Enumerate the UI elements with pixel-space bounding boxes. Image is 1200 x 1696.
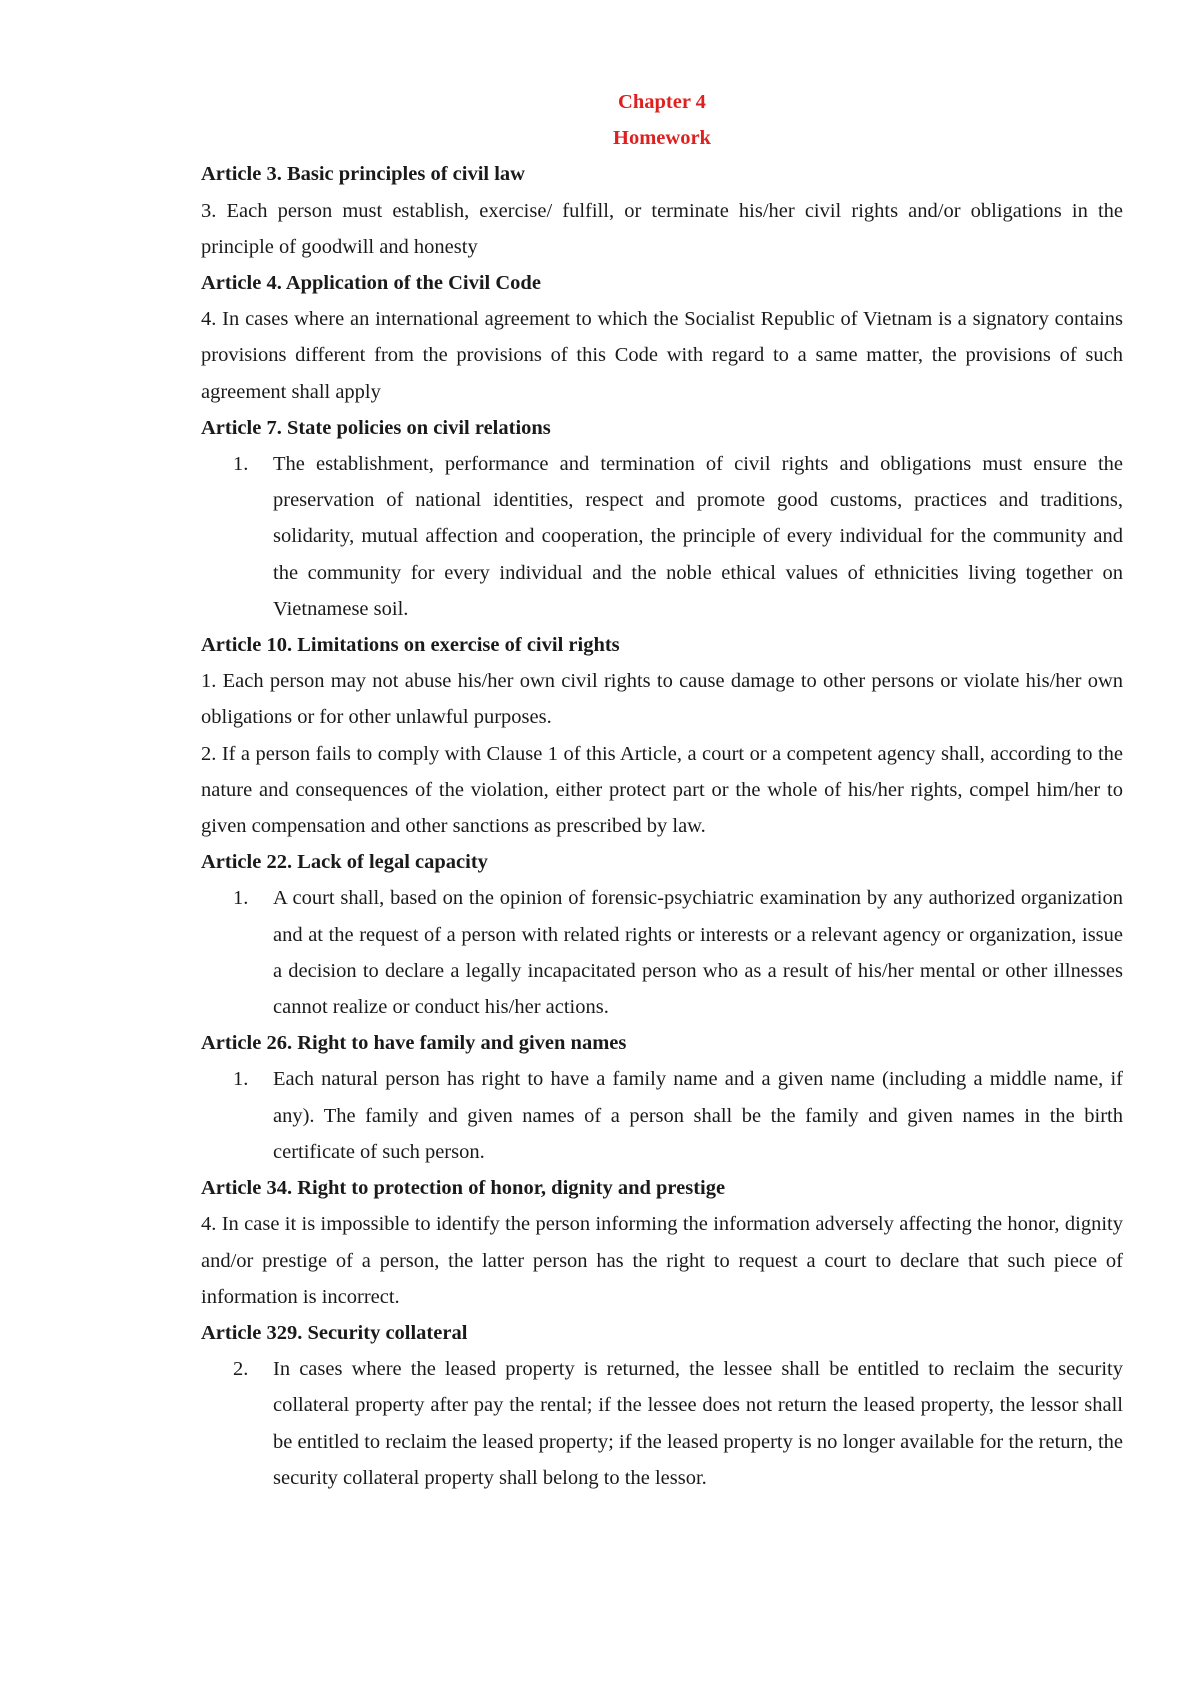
list-item-text: The establishment, performance and termination of civil rights and obligations must ensure the preservation of national identities, respect and promote good customs, practices and traditions, solidarity, mutual affection and cooperation, the principle of every individual for the community and the community for every individual and the noble ethical values of ethnicities living together on Vietnamese soil. <box>273 453 1123 620</box>
list-item-text: In cases where the leased property is returned, the lessee shall be entitled to reclaim the security collateral property after pay the rental; if the lessee does not return the leased property, the lessor shall be entitled to reclaim the leased property; if the leased property is no longer available for the return, the security collateral property shall belong to the lessor. <box>273 1358 1123 1489</box>
article-paragraph: 2. If a person fails to comply with Clause 1 of this Article, a court or a competent agency shall, according to the nature and consequences of the violation, either protect part or the whole of his/her rights, compel him/her to given compensation and other sanctions as prescribed by law. <box>201 742 1123 838</box>
list-number: 1. <box>233 887 249 910</box>
list-number: 2. <box>233 1358 249 1381</box>
chapter-heading: Chapter 4 <box>618 91 706 113</box>
article-title: Article 7. State policies on civil relations <box>201 416 551 439</box>
article-title: Article 3. Basic principles of civil law <box>201 163 525 186</box>
article-paragraph: 1. Each person may not abuse his/her own civil rights to cause damage to other persons or violate his/her own obligations or for other unlawful purposes. <box>201 670 1123 729</box>
list-number: 1. <box>233 453 249 476</box>
article-title: Article 34. Right to protection of honor, dignity and prestige <box>201 1177 726 1200</box>
numbered-list-item <box>201 446 1123 627</box>
article-title: Article 329. Security collateral <box>201 1321 468 1344</box>
article-paragraph: 4. In cases where an international agreement to which the Socialist Republic of Vietnam is a signatory contains provisions different from the provisions of this Code with regard to a same matter, the provisions of such agreement shall apply <box>201 308 1123 403</box>
article-title: Article 26. Right to have family and given names <box>201 1032 627 1055</box>
numbered-list-item <box>201 880 1123 1025</box>
list-number: 1. <box>233 1068 249 1091</box>
list-item-text: A court shall, based on the opinion of forensic-psychiatric examination by any authorized organization and at the request of a person with related rights or interests or a relevant agency or organization, issue a decision to declare a legally incapacitated person who as a result of his/her mental or other illnesses cannot realize or conduct his/her actions. <box>273 887 1123 1019</box>
list-item-text: Each natural person has right to have a family name and a given name (including a middle name, if any). The family and given names of a person shall be the family and given names in the birth certificate of such person. <box>273 1068 1123 1163</box>
document-body <box>201 84 1123 1496</box>
numbered-list-item <box>201 1061 1123 1170</box>
article-title: Article 4. Application of the Civil Code <box>201 272 541 295</box>
homework-heading: Homework <box>613 127 711 150</box>
article-title: Article 10. Limitations on exercise of civil rights <box>201 634 620 657</box>
article-paragraph: 4. In case it is impossible to identify the person informing the information adversely affecting the honor, dignity and/or prestige of a person, the latter person has the right to request a court to declare that such piece of information is incorrect. <box>201 1213 1123 1308</box>
article-paragraph: 3. Each person must establish, exercise/ fulfill, or terminate his/her civil rights and/or obligations in the principle of goodwill and honesty <box>201 199 1123 258</box>
numbered-list-item <box>201 1351 1123 1496</box>
article-title: Article 22. Lack of legal capacity <box>201 851 488 874</box>
